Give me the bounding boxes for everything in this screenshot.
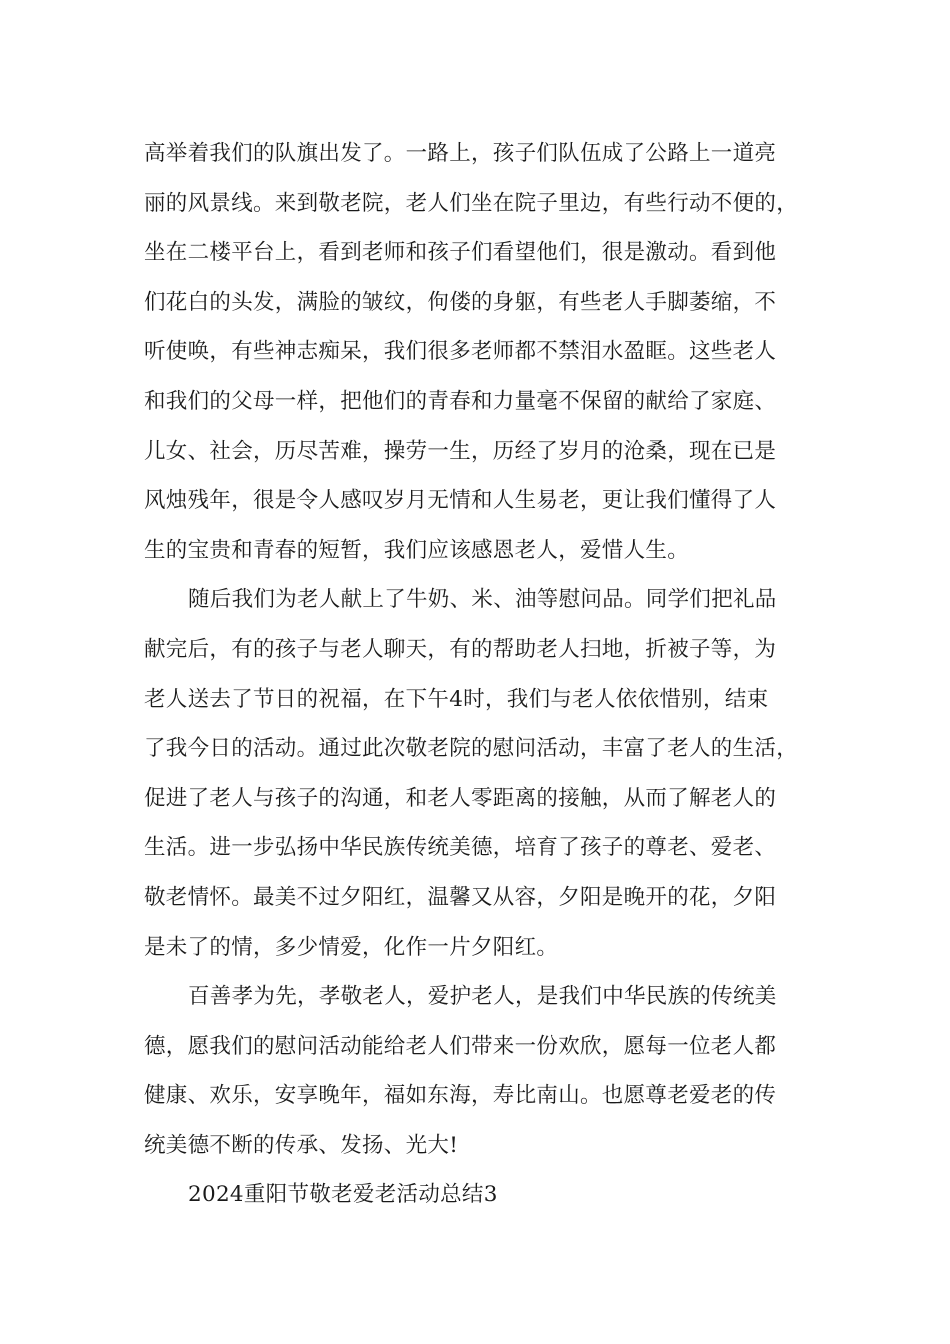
text-line: 百善孝为先，孝敬老人，爱护老人，是我们中华民族的传统美 [188,984,777,1010]
text-line: 生的宝贵和青春的短暂，我们应该感恩老人，爱惜人生。 [144,537,690,563]
text-line: 们花白的头发，满脸的皱纹，佝偻的身躯，有些老人手脚萎缩，不 [144,289,777,315]
text-line: 老人送去了节日的祝福，在下午4时，我们与老人依依惜别，结束 [144,686,769,712]
text-line: 风烛残年，很是令人感叹岁月无情和人生易老，更让我们懂得了人 [144,488,777,514]
text-line: 健康、欢乐，安享晚年，福如东海，寿比南山。也愿尊老爱老的传 [144,1083,777,1109]
text-line: 和我们的父母一样，把他们的青春和力量毫不保留的献给了家庭、 [144,388,777,414]
paragraph-closing-wishes [144,972,824,1170]
document-body [144,129,824,1220]
text-line: 献完后，有的孩子与老人聊天，有的帮助老人扫地，折被子等，为 [144,636,777,662]
text-line: 德，愿我们的慰问活动能给老人们带来一份欢欣，愿每一位老人都 [144,1033,777,1059]
text-line: 听使唤，有些神志痴呆，我们很多老师都不禁泪水盈眶。这些老人 [144,339,777,365]
section-heading: 2024重阳节敬老爱老活动总结3 [188,1182,498,1208]
text-line: 高举着我们的队旗出发了。一路上，孩子们队伍成了公路上一道亮 [144,141,777,166]
text-line: 生活。进一步弘扬中华民族传统美德，培育了孩子的尊老、爱老、 [144,835,777,861]
text-line: 是未了的情，多少情爱，化作一片夕阳红。 [144,934,559,960]
text-line: 敬老情怀。最美不过夕阳红，温馨又从容，夕阳是晚开的花，夕阳 [144,884,777,910]
paragraph-visit-description [144,129,824,575]
text-line: 了我今日的活动。通过此次敬老院的慰问活动，丰富了老人的生活， [144,736,799,762]
text-line: 丽的风景线。来到敬老院，老人们坐在院子里边，有些行动不便的， [144,190,799,216]
text-line: 统美德不断的传承、发扬、光大! [144,1132,459,1158]
text-line: 坐在二楼平台上，看到老师和孩子们看望他们，很是激动。看到他 [144,240,777,266]
paragraph-gifts-and-activities [144,575,824,972]
text-line: 随后我们为老人献上了牛奶、米、油等慰问品。同学们把礼品 [188,587,777,613]
text-line: 促进了老人与孩子的沟通，和老人零距离的接触，从而了解老人的 [144,785,777,811]
text-line: 儿女、社会，历尽苦难，操劳一生，历经了岁月的沧桑，现在已是 [144,438,777,464]
